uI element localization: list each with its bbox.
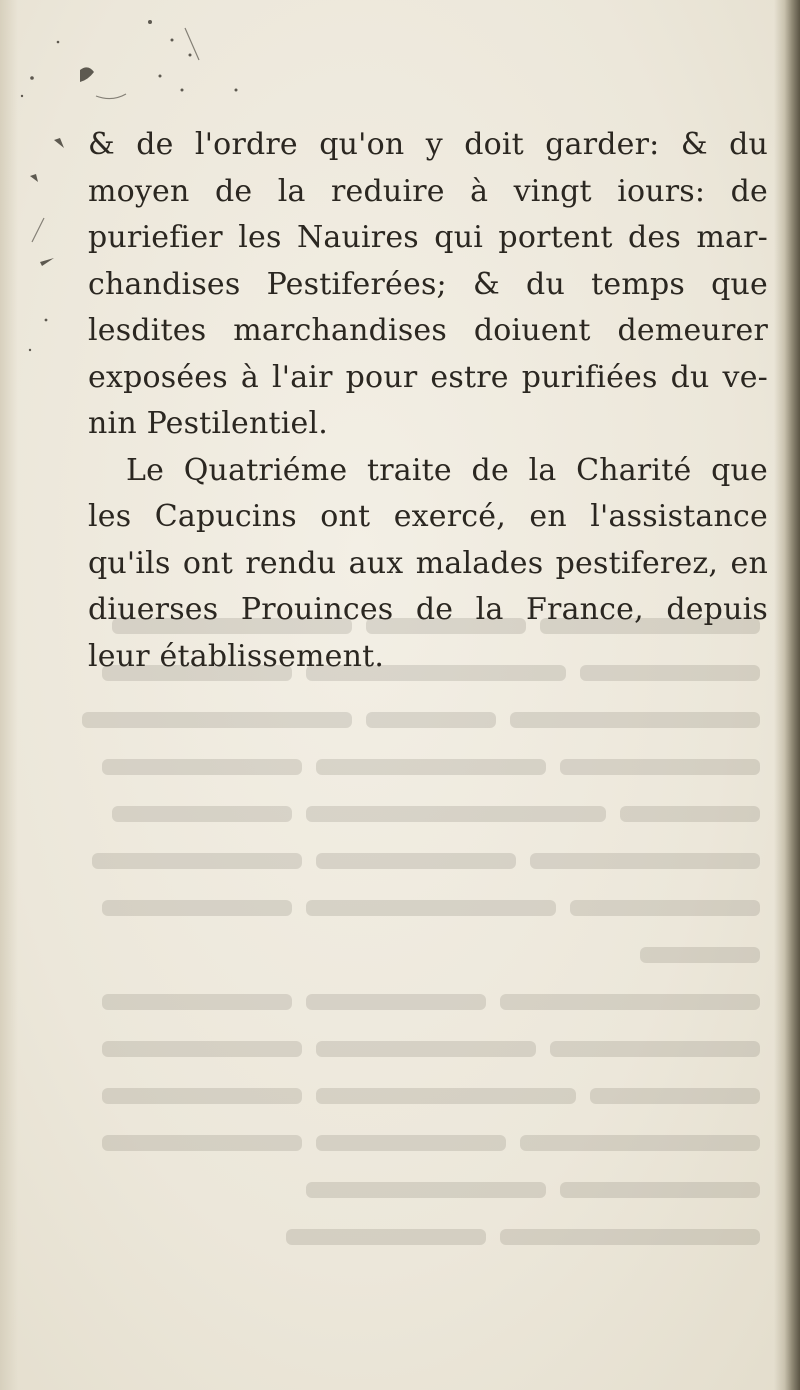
text-line-4: chandises Pestiferées; & du temps que xyxy=(88,266,768,302)
text-line-8: Le Quatriéme traite de la Charité que xyxy=(126,452,768,488)
text-line-11: diuerses Prouinces de la France, depuis xyxy=(88,592,768,627)
text-line-5: lesdites marchandises doiuent demeurer xyxy=(88,313,768,348)
text-line-3: puriefier les Nauires qui portent des mar- xyxy=(88,220,768,255)
text-line-10: qu'ils ont rendu aux malades pestiferez, en xyxy=(88,545,768,581)
text-line-9: les Capucins ont exercé, en l'assistance xyxy=(88,499,768,534)
page-text xyxy=(88,122,768,680)
text-line-1: & de l'ordre qu'on y doit garder: & du xyxy=(88,127,768,162)
text-line-7: nin Pestilentiel. xyxy=(88,406,329,441)
verso-show-through xyxy=(60,600,760,1300)
text-line-12: leur établissement. xyxy=(88,638,385,674)
text-line-6: exposées à l'air pour estre purifiées du ve- xyxy=(88,359,768,395)
text-line-2: moyen de la reduire à vingt iours: de xyxy=(88,173,768,209)
